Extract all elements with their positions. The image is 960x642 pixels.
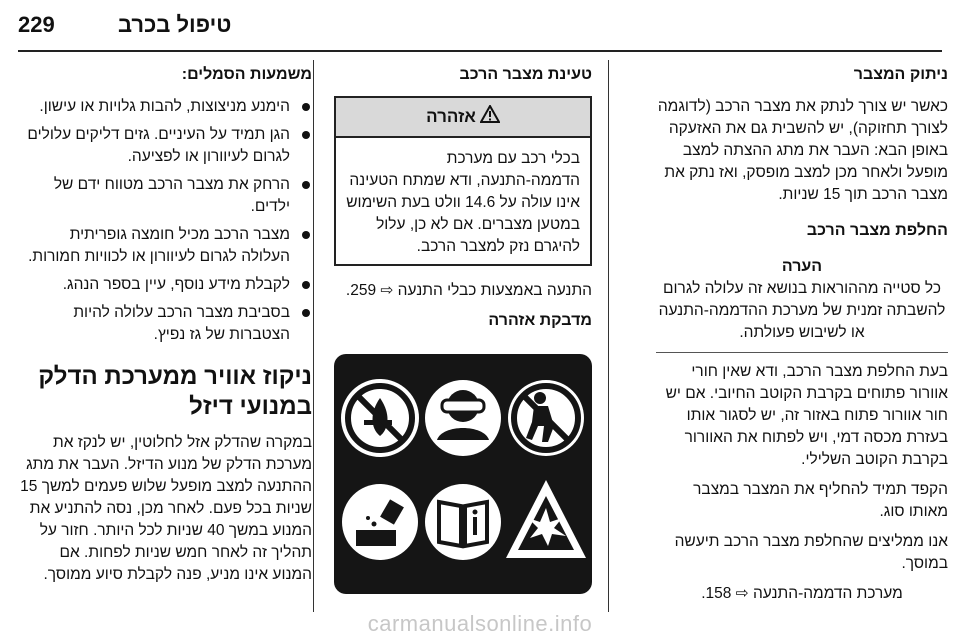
list-item: לקבלת מידע נוסף, עיין בספר הנהג. bbox=[20, 274, 312, 296]
paragraph: הקפד תמיד להחליף את המצבר במצבר מאותו סוג. bbox=[693, 481, 948, 520]
bullet-icon bbox=[302, 131, 310, 139]
no-smoking-fire-icon bbox=[342, 380, 418, 456]
bullet-icon bbox=[302, 181, 310, 189]
list-item: הימנע מניצוצות, להבות גלויות או עישון. bbox=[20, 96, 312, 118]
list-item: בסביבת מצבר הרכב עלולה להיות הצטברות של גז נפיץ. bbox=[20, 302, 312, 346]
keep-away-children-icon bbox=[508, 380, 584, 456]
symbols-list bbox=[20, 96, 312, 346]
running-title: טיפול בכרב bbox=[118, 12, 232, 37]
column-divider bbox=[608, 60, 609, 612]
bullet-icon bbox=[302, 309, 310, 317]
column-divider bbox=[313, 60, 314, 612]
watermark-text: carmanualsonline.info bbox=[367, 611, 593, 636]
warning-label: אזהרה bbox=[426, 107, 476, 126]
list-item: מצבר הרכב מכיל חומצה גופריתית העלולה לגרום לעיוורון או לכוויות חמורות. bbox=[20, 224, 312, 268]
page-header bbox=[0, 0, 960, 46]
list-item: הרחק את מצבר הרכב מטווח ידם של ילדים. bbox=[20, 174, 312, 218]
list-item: הגן תמיד על העיניים. גזים דליקים עלולים לגרום לעיוורון או לפציעה. bbox=[20, 124, 312, 168]
explosive-gas-icon bbox=[506, 480, 586, 558]
cross-reference: מערכת הדממה-התנעה ⇨ 158. bbox=[701, 585, 903, 602]
warning-text: בכלי רכב עם מערכת הדממה-התנעה, ודא שמתח הטעינה אינו עולה על 14.6 וולט בעת השימוש במטען מצברים. אם לא כן, עלול להיגרם נזק למצבר הרכב. bbox=[346, 150, 580, 255]
bullet-icon bbox=[302, 281, 310, 289]
column-left bbox=[20, 64, 312, 594]
warning-box bbox=[334, 96, 592, 266]
note-body: כל סטייה מההוראות בנושא זה עלולה לגרום להשבתה זמנית של מערכת ההדממה-התנעה או לשיבוש פעולתה. bbox=[656, 278, 948, 353]
section-title-diesel: ניקוז אוויר ממערכת הדלק במנועי דיזל bbox=[38, 363, 312, 420]
page-number: 229 bbox=[18, 12, 55, 37]
sticker-title: מדבקת אזהרה bbox=[488, 312, 592, 329]
section-title-charging: טעינת מצבר הרכב bbox=[459, 66, 592, 83]
warning-header bbox=[336, 98, 590, 138]
paragraph: בעת החלפת מצבר הרכב, ודא שאין חורי אוורור פתוחים בקרבת הקוטב החיובי. אם יש חור אוורור פתוח באזור זה, יש לסגור אותו בעזרת מכסה דמי, ויש לפתוח את האוורור בקרבת הקוטב השלילי. bbox=[665, 363, 948, 468]
paragraph: כאשר יש צורך לנתק את מצבר הרכב (לדוגמה לצורך תחזוקה), יש להשבית גם את האזעקה באופן הבא: העבר את מתג ההצתה למצב מופעל ולאחר מכן למצב מופסק, ואז נתק את מצבר הרכב תוך 15 שניות. bbox=[657, 98, 948, 203]
paragraph: אנו ממליצים שהחלפת מצבר הרכב תיעשה במוסך. bbox=[674, 533, 948, 572]
bullet-icon bbox=[302, 231, 310, 239]
cross-reference: התנעה באמצעות כבלי התנעה ⇨ 259. bbox=[345, 282, 592, 299]
header-rule bbox=[18, 50, 942, 52]
note-heading: הערה bbox=[781, 258, 823, 275]
warning-triangle-icon bbox=[480, 105, 500, 129]
read-manual-icon bbox=[425, 484, 501, 560]
section-title-disconnect: ניתוק המצבר bbox=[853, 66, 948, 83]
symbols-title: משמעות הסמלים: bbox=[181, 66, 312, 83]
column-right bbox=[656, 64, 948, 613]
paragraph: במקרה שהדלק אזל לחלוטין, יש לנקז את מערכת הדלק של מנוע הדיזל. העבר את מתג ההתנעה למצב מופעל שלוש פעמים למשך 15 שניות בכל פעם. לאחר מכן, נסה להתניע את המנוע במשך 40 שניות לכל היותר. חזור על תהליך זה לאחר חמש שניות לפחות. אם המנוע אינו מניע, פנה לקבלת סיוע ממוסך. bbox=[20, 434, 312, 583]
bullet-icon bbox=[302, 103, 310, 111]
section-title-replace: החלפת מצבר הרכב bbox=[806, 222, 948, 239]
eye-protection-icon bbox=[425, 380, 501, 456]
battery-warning-sticker bbox=[334, 354, 592, 594]
acid-corrosive-icon bbox=[342, 484, 418, 560]
column-middle bbox=[334, 64, 592, 594]
